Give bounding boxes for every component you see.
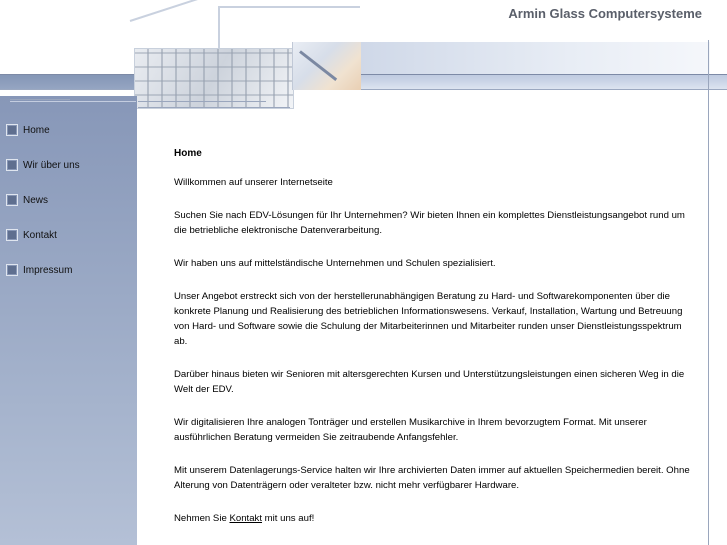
paragraph: Wir haben uns auf mittelständische Unternehmen und Schulen spezialisiert. (174, 258, 496, 269)
paragraph: Darüber hinaus bieten wir Senioren mit altersgerechten Kursen und Unterstützungsleistungen einen sicheren Weg in die Welt der EDV. (174, 369, 685, 395)
site-brand: Armin Glass Computersysteme (508, 6, 702, 21)
contact-text-after: mit uns auf! (262, 513, 315, 524)
nav-item-label: Wir über uns (23, 159, 80, 171)
nav-item-label: Impressum (23, 264, 73, 276)
paragraph: Suchen Sie nach EDV-Lösungen für Ihr Unternehmen? Wir bieten Ihnen ein komplettes Dienstleistungsangebot rund um die betriebliche elektronische Datenverarbeitung. (174, 210, 685, 236)
paragraph: Wir digitalisieren Ihre analogen Tonträger und erstellen Musikarchive in Ihrem bevorzugtem Format. Mit unserer ausführlichen Beratung vermeiden Sie zeitraubende Anfangsfehler. (174, 417, 647, 443)
divider (0, 89, 727, 90)
header-diagonal-line (130, 0, 226, 22)
divider (138, 101, 266, 102)
nav-item-kontakt[interactable] (6, 227, 57, 243)
main-content (174, 146, 694, 544)
nav-item-label: Kontakt (23, 229, 57, 241)
contact-text-before: Nehmen Sie (174, 513, 230, 524)
square-bullet-icon (6, 194, 18, 206)
nav-item-wir-ueber-uns[interactable] (6, 157, 80, 173)
divider (0, 74, 727, 75)
keyboard-photo (134, 48, 294, 109)
content-right-border (708, 40, 709, 545)
square-bullet-icon (6, 124, 18, 136)
paragraph: Unser Angebot erstreckt sich von der herstellerunabhängigen Beratung zu Hard- und Softwarekomponenten über die konkrete Planung und Realisierung des betrieblichen Informationswesens. Verkauf, Installation, Wartung und Betreuung von Hard- und Software sowie die Schulung der Mitarbeiterinnen und Mitarbeiter runden unser Dienstleistungsspektrum ab. (174, 291, 683, 347)
writing-hand-photo (292, 42, 361, 90)
header-band-left (0, 75, 138, 89)
divider (10, 99, 70, 100)
nav-item-news[interactable] (6, 192, 48, 208)
contact-paragraph (174, 511, 694, 526)
nav-item-home[interactable] (6, 122, 50, 138)
welcome-text: Willkommen auf unserer Internetseite (174, 177, 333, 188)
divider (10, 101, 136, 102)
square-bullet-icon (6, 159, 18, 171)
square-bullet-icon (6, 264, 18, 276)
divider (138, 107, 290, 108)
nav-item-label: Home (23, 124, 50, 136)
nav-item-label: News (23, 194, 49, 206)
paragraph: Mit unserem Datenlagerungs-Service halten wir Ihre archivierten Daten immer auf aktuellen Speichermedien bereit. Ohne Alterung von Datenträgern oder veralteter bzw. nicht mehr verfügbarer Hardware. (174, 465, 690, 491)
contact-link[interactable]: Kontakt (229, 513, 263, 524)
page-title: Home (174, 148, 202, 159)
nav-item-impressum[interactable] (6, 262, 72, 278)
square-bullet-icon (6, 229, 18, 241)
header-gradient-block (360, 42, 710, 78)
